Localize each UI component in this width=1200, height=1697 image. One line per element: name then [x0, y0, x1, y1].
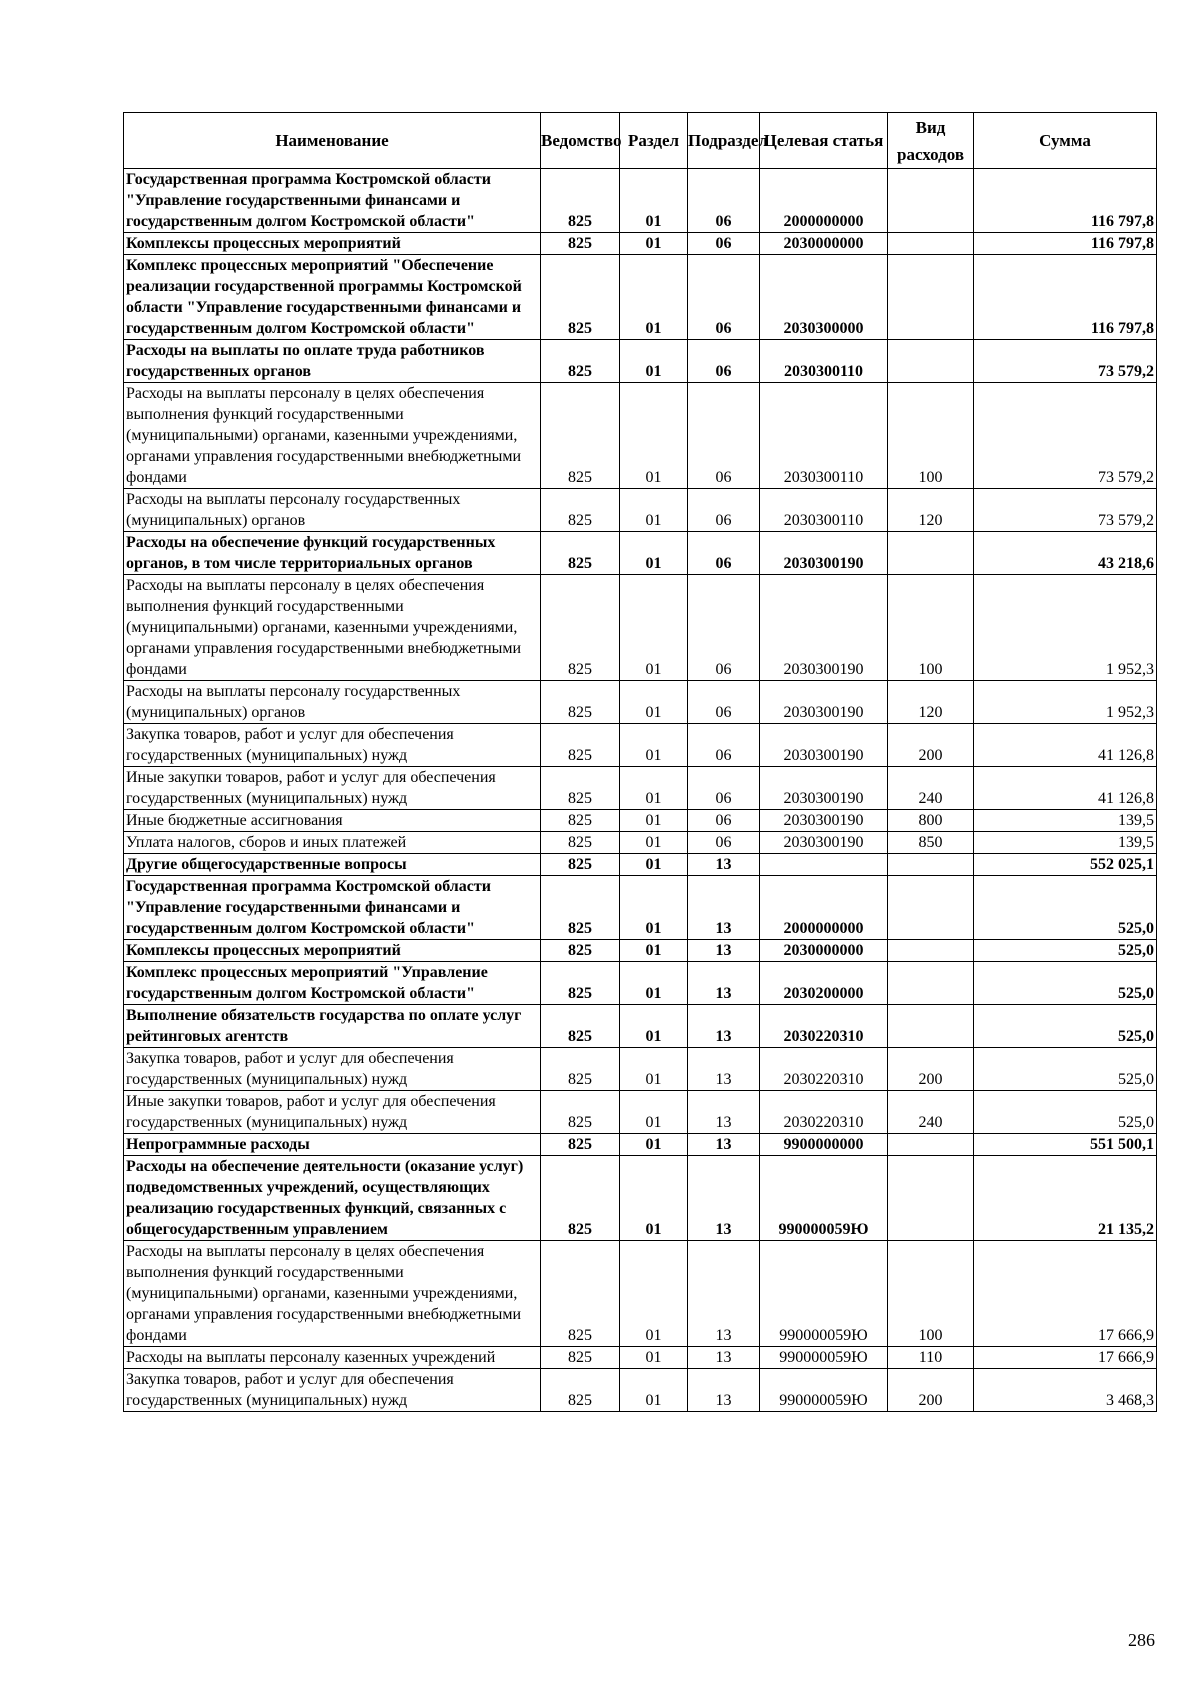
row-expense-type: 120 — [888, 489, 974, 532]
row-amount: 73 579,2 — [974, 383, 1157, 489]
table-row — [124, 876, 1157, 940]
row-expense-type — [888, 233, 974, 255]
row-amount: 525,0 — [974, 940, 1157, 962]
row-amount: 73 579,2 — [974, 340, 1157, 383]
row-target: 2030000000 — [760, 233, 888, 255]
row-section: 01 — [620, 1091, 688, 1134]
row-amount: 17 666,9 — [974, 1241, 1157, 1347]
header-section: Раздел — [620, 113, 688, 169]
table-row — [124, 255, 1157, 340]
row-name: Государственная программа Костромской области "Управление государственными финансами и государственным долгом Костромской области" — [124, 169, 541, 233]
row-dept: 825 — [541, 1156, 620, 1241]
row-target: 2030300110 — [760, 340, 888, 383]
table-row — [124, 724, 1157, 767]
row-expense-type: 120 — [888, 681, 974, 724]
row-name: Расходы на выплаты персоналу в целях обеспечения выполнения функций государственными (муниципальными) органами, казенными учреждениями, органами управления государственными внебюджетными фондами — [124, 1241, 541, 1347]
table-row — [124, 1156, 1157, 1241]
row-name: Расходы на выплаты персоналу в целях обеспечения выполнения функций государственными (муниципальными) органами, казенными учреждениями, органами управления государственными внебюджетными фондами — [124, 383, 541, 489]
row-subsection: 13 — [688, 1241, 760, 1347]
row-section: 01 — [620, 1048, 688, 1091]
row-subsection: 06 — [688, 489, 760, 532]
row-expense-type — [888, 940, 974, 962]
row-name: Комплексы процессных мероприятий — [124, 940, 541, 962]
row-dept: 825 — [541, 962, 620, 1005]
row-subsection: 06 — [688, 767, 760, 810]
table-row — [124, 1048, 1157, 1091]
row-amount: 525,0 — [974, 962, 1157, 1005]
row-name: Иные закупки товаров, работ и услуг для обеспечения государственных (муниципальных) нужд — [124, 1091, 541, 1134]
row-expense-type — [888, 255, 974, 340]
row-amount: 551 500,1 — [974, 1134, 1157, 1156]
header-expense-type: Вид расходов — [888, 113, 974, 169]
row-dept: 825 — [541, 1005, 620, 1048]
row-section: 01 — [620, 233, 688, 255]
row-subsection: 06 — [688, 832, 760, 854]
row-name: Расходы на выплаты персоналу в целях обеспечения выполнения функций государственными (муниципальными) органами, казенными учреждениями, органами управления государственными внебюджетными фондами — [124, 575, 541, 681]
row-dept: 825 — [541, 1048, 620, 1091]
table-row — [124, 489, 1157, 532]
row-amount: 3 468,3 — [974, 1369, 1157, 1412]
table-row — [124, 1134, 1157, 1156]
row-amount: 73 579,2 — [974, 489, 1157, 532]
row-section: 01 — [620, 810, 688, 832]
table-row — [124, 532, 1157, 575]
row-subsection: 06 — [688, 532, 760, 575]
row-amount: 525,0 — [974, 1048, 1157, 1091]
table-row — [124, 854, 1157, 876]
row-section: 01 — [620, 854, 688, 876]
row-subsection: 06 — [688, 810, 760, 832]
row-section: 01 — [620, 876, 688, 940]
row-subsection: 06 — [688, 575, 760, 681]
row-target: 2000000000 — [760, 169, 888, 233]
table-row — [124, 940, 1157, 962]
row-dept: 825 — [541, 169, 620, 233]
row-amount: 1 952,3 — [974, 681, 1157, 724]
header-target: Целевая статья — [760, 113, 888, 169]
row-expense-type: 200 — [888, 724, 974, 767]
row-target: 2030300190 — [760, 532, 888, 575]
row-amount: 139,5 — [974, 810, 1157, 832]
row-expense-type: 800 — [888, 810, 974, 832]
row-expense-type — [888, 876, 974, 940]
table-row — [124, 383, 1157, 489]
row-expense-type: 200 — [888, 1369, 974, 1412]
row-dept: 825 — [541, 1134, 620, 1156]
row-dept: 825 — [541, 681, 620, 724]
row-dept: 825 — [541, 854, 620, 876]
header-amount: Сумма — [974, 113, 1157, 169]
row-name: Расходы на выплаты персоналу казенных учреждений — [124, 1347, 541, 1369]
row-target: 2030300110 — [760, 489, 888, 532]
row-target: 2030220310 — [760, 1005, 888, 1048]
row-target: 990000059Ю — [760, 1347, 888, 1369]
table-row — [124, 810, 1157, 832]
table-row — [124, 169, 1157, 233]
row-name: Комплекс процессных мероприятий "Управление государственным долгом Костромской области" — [124, 962, 541, 1005]
row-subsection: 13 — [688, 1156, 760, 1241]
row-subsection: 13 — [688, 876, 760, 940]
row-dept: 825 — [541, 1091, 620, 1134]
header-name: Наименование — [124, 113, 541, 169]
row-expense-type: 100 — [888, 383, 974, 489]
row-subsection: 13 — [688, 940, 760, 962]
row-amount: 552 025,1 — [974, 854, 1157, 876]
row-name: Закупка товаров, работ и услуг для обеспечения государственных (муниципальных) нужд — [124, 724, 541, 767]
row-subsection: 06 — [688, 340, 760, 383]
row-name: Расходы на выплаты по оплате труда работников государственных органов — [124, 340, 541, 383]
row-target: 2030300190 — [760, 724, 888, 767]
row-expense-type — [888, 1005, 974, 1048]
table-row — [124, 1091, 1157, 1134]
row-section: 01 — [620, 575, 688, 681]
table-row — [124, 832, 1157, 854]
row-amount: 43 218,6 — [974, 532, 1157, 575]
row-section: 01 — [620, 383, 688, 489]
row-name: Непрограммные расходы — [124, 1134, 541, 1156]
row-target: 990000059Ю — [760, 1156, 888, 1241]
row-amount: 116 797,8 — [974, 255, 1157, 340]
row-name: Иные закупки товаров, работ и услуг для обеспечения государственных (муниципальных) нужд — [124, 767, 541, 810]
row-subsection: 06 — [688, 255, 760, 340]
row-subsection: 13 — [688, 854, 760, 876]
row-section: 01 — [620, 832, 688, 854]
row-name: Государственная программа Костромской области "Управление государственными финансами и государственным долгом Костромской области" — [124, 876, 541, 940]
row-section: 01 — [620, 1241, 688, 1347]
row-amount: 17 666,9 — [974, 1347, 1157, 1369]
row-expense-type — [888, 532, 974, 575]
row-expense-type: 100 — [888, 1241, 974, 1347]
row-subsection: 06 — [688, 233, 760, 255]
row-target: 2030000000 — [760, 940, 888, 962]
row-expense-type: 110 — [888, 1347, 974, 1369]
row-dept: 825 — [541, 767, 620, 810]
row-name: Выполнение обязательств государства по оплате услуг рейтинговых агентств — [124, 1005, 541, 1048]
row-target: 2030300190 — [760, 767, 888, 810]
row-target — [760, 854, 888, 876]
page-number: 286 — [1128, 1630, 1155, 1650]
row-name: Расходы на выплаты персоналу государственных (муниципальных) органов — [124, 681, 541, 724]
row-target: 2030300190 — [760, 575, 888, 681]
row-target: 2030220310 — [760, 1091, 888, 1134]
row-expense-type: 240 — [888, 1091, 974, 1134]
row-dept: 825 — [541, 940, 620, 962]
row-amount: 139,5 — [974, 832, 1157, 854]
row-amount: 525,0 — [974, 876, 1157, 940]
row-dept: 825 — [541, 575, 620, 681]
row-subsection: 13 — [688, 1091, 760, 1134]
budget-table — [123, 112, 1157, 1412]
row-section: 01 — [620, 255, 688, 340]
row-expense-type — [888, 169, 974, 233]
row-dept: 825 — [541, 1369, 620, 1412]
table-row — [124, 1369, 1157, 1412]
row-expense-type: 850 — [888, 832, 974, 854]
row-dept: 825 — [541, 724, 620, 767]
row-name: Уплата налогов, сборов и иных платежей — [124, 832, 541, 854]
row-section: 01 — [620, 767, 688, 810]
table-row — [124, 681, 1157, 724]
header-subsection: Подраздел — [688, 113, 760, 169]
row-dept: 825 — [541, 810, 620, 832]
table-body — [124, 169, 1157, 1412]
row-name: Расходы на обеспечение функций государственных органов, в том числе территориальных органов — [124, 532, 541, 575]
row-section: 01 — [620, 724, 688, 767]
row-section: 01 — [620, 340, 688, 383]
row-target: 2030300000 — [760, 255, 888, 340]
row-section: 01 — [620, 532, 688, 575]
row-subsection: 13 — [688, 1369, 760, 1412]
row-target: 9900000000 — [760, 1134, 888, 1156]
row-amount: 21 135,2 — [974, 1156, 1157, 1241]
row-subsection: 13 — [688, 1134, 760, 1156]
row-dept: 825 — [541, 340, 620, 383]
row-subsection: 06 — [688, 681, 760, 724]
row-name: Комплекс процессных мероприятий "Обеспечение реализации государственной программы Костромской области "Управление государственными финансами и государственным долгом Костромской области" — [124, 255, 541, 340]
table-row — [124, 1347, 1157, 1369]
row-name: Закупка товаров, работ и услуг для обеспечения государственных (муниципальных) нужд — [124, 1048, 541, 1091]
row-expense-type — [888, 854, 974, 876]
table-row — [124, 233, 1157, 255]
row-section: 01 — [620, 1347, 688, 1369]
row-section: 01 — [620, 681, 688, 724]
row-name: Комплексы процессных мероприятий — [124, 233, 541, 255]
row-target: 990000059Ю — [760, 1241, 888, 1347]
row-name: Расходы на выплаты персоналу государственных (муниципальных) органов — [124, 489, 541, 532]
row-name: Расходы на обеспечение деятельности (оказание услуг) подведомственных учреждений, осуществляющих реализацию государственных функций, связанных с общегосударственным управлением — [124, 1156, 541, 1241]
row-subsection: 06 — [688, 169, 760, 233]
row-target: 2030300190 — [760, 681, 888, 724]
row-dept: 825 — [541, 876, 620, 940]
table-row — [124, 962, 1157, 1005]
row-name: Другие общегосударственные вопросы — [124, 854, 541, 876]
row-subsection: 13 — [688, 1005, 760, 1048]
row-target: 990000059Ю — [760, 1369, 888, 1412]
row-target: 2030220310 — [760, 1048, 888, 1091]
row-amount: 525,0 — [974, 1005, 1157, 1048]
row-expense-type — [888, 1156, 974, 1241]
row-target: 2030300110 — [760, 383, 888, 489]
row-subsection: 06 — [688, 383, 760, 489]
row-dept: 825 — [541, 489, 620, 532]
row-target: 2030300190 — [760, 810, 888, 832]
header-row — [124, 113, 1157, 169]
header-dept: Ведомство — [541, 113, 620, 169]
row-section: 01 — [620, 962, 688, 1005]
row-subsection: 13 — [688, 1048, 760, 1091]
row-expense-type — [888, 340, 974, 383]
row-subsection: 06 — [688, 724, 760, 767]
row-name: Иные бюджетные ассигнования — [124, 810, 541, 832]
row-amount: 116 797,8 — [974, 169, 1157, 233]
table-row — [124, 340, 1157, 383]
table-row — [124, 767, 1157, 810]
row-dept: 825 — [541, 233, 620, 255]
row-section: 01 — [620, 1005, 688, 1048]
row-dept: 825 — [541, 532, 620, 575]
row-expense-type: 200 — [888, 1048, 974, 1091]
row-amount: 116 797,8 — [974, 233, 1157, 255]
row-amount: 41 126,8 — [974, 724, 1157, 767]
row-section: 01 — [620, 169, 688, 233]
row-target: 2030300190 — [760, 832, 888, 854]
row-dept: 825 — [541, 255, 620, 340]
row-dept: 825 — [541, 383, 620, 489]
table-row — [124, 575, 1157, 681]
row-dept: 825 — [541, 1347, 620, 1369]
row-expense-type — [888, 1134, 974, 1156]
row-name: Закупка товаров, работ и услуг для обеспечения государственных (муниципальных) нужд — [124, 1369, 541, 1412]
row-expense-type: 240 — [888, 767, 974, 810]
row-amount: 525,0 — [974, 1091, 1157, 1134]
row-amount: 41 126,8 — [974, 767, 1157, 810]
table-row — [124, 1241, 1157, 1347]
row-subsection: 13 — [688, 1347, 760, 1369]
row-dept: 825 — [541, 832, 620, 854]
row-dept: 825 — [541, 1241, 620, 1347]
row-section: 01 — [620, 940, 688, 962]
row-expense-type: 100 — [888, 575, 974, 681]
row-target: 2030200000 — [760, 962, 888, 1005]
row-section: 01 — [620, 1156, 688, 1241]
row-expense-type — [888, 962, 974, 1005]
row-target: 2000000000 — [760, 876, 888, 940]
row-amount: 1 952,3 — [974, 575, 1157, 681]
row-section: 01 — [620, 1134, 688, 1156]
table-row — [124, 1005, 1157, 1048]
row-section: 01 — [620, 1369, 688, 1412]
row-section: 01 — [620, 489, 688, 532]
row-subsection: 13 — [688, 962, 760, 1005]
